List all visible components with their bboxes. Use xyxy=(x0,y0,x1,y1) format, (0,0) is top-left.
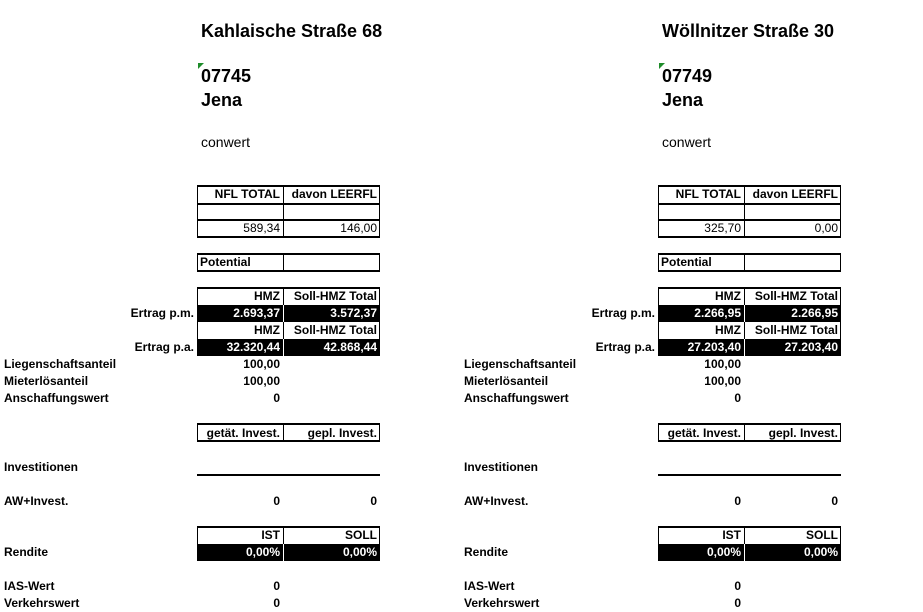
header-soll: SOLL xyxy=(806,528,838,542)
aw-invest-value-2: 0 xyxy=(831,494,838,508)
aw-invest-value-1: 0 xyxy=(273,494,280,508)
property-city: Jena xyxy=(201,90,243,110)
verkehrswert-value: 0 xyxy=(734,596,741,610)
table-border xyxy=(379,322,380,339)
table-border xyxy=(379,424,380,441)
ertrag-pm-soll-value: 2.266,95 xyxy=(791,306,838,320)
ias-wert-label: IAS-Wert xyxy=(464,579,515,593)
table-border xyxy=(197,203,380,205)
table-border xyxy=(840,254,841,271)
aw-invest-label: AW+Invest. xyxy=(4,494,69,508)
header-ist: IST xyxy=(261,528,280,542)
header-davon-leerfl: davon LEERFL xyxy=(752,187,838,201)
ertrag-pm-hmz-value: 2.266,95 xyxy=(694,306,741,320)
liegenschaftsanteil-label: Liegenschaftsanteil xyxy=(464,357,577,371)
header-hmz: HMZ xyxy=(254,289,280,303)
mieterloesanteil-value: 100,00 xyxy=(243,374,280,388)
table-border xyxy=(840,527,841,544)
table-border xyxy=(744,254,745,271)
header-soll-hmz-total: Soll-HMZ Total xyxy=(754,289,838,303)
ertrag-pm-label: Ertrag p.m. xyxy=(130,306,194,320)
nfl-total-value: 589,34 xyxy=(243,221,280,235)
liegenschaftsanteil-value: 100,00 xyxy=(243,357,280,371)
header-gepl-invest: gepl. Invest. xyxy=(768,426,838,440)
rendite-soll-value: 0,00% xyxy=(342,545,377,559)
property-street: Kahlaische Straße 68 xyxy=(201,21,383,41)
ertrag-pa-soll-value: 27.203,40 xyxy=(784,340,838,354)
liegenschaftsanteil-value: 100,00 xyxy=(704,357,741,371)
potential-label: Potential xyxy=(200,255,251,269)
property-zip: 07745 xyxy=(201,66,252,86)
aw-invest-label: AW+Invest. xyxy=(464,494,529,508)
header-hmz: HMZ xyxy=(715,323,741,337)
table-border xyxy=(658,270,841,272)
header-soll-hmz-total: Soll-HMZ Total xyxy=(293,289,377,303)
anschaffungswert-label: Anschaffungswert xyxy=(464,391,569,405)
table-border xyxy=(658,236,841,238)
mieterloesanteil-label: Mieterlösanteil xyxy=(464,374,549,388)
property-zip: 07749 xyxy=(662,66,713,86)
header-davon-leerfl: davon LEERFL xyxy=(291,187,377,201)
investitionen-label: Investitionen xyxy=(4,460,79,474)
nfl-total-value: 325,70 xyxy=(704,221,741,235)
ertrag-pm-hmz-value: 2.693,37 xyxy=(233,306,280,320)
header-nfl-total: NFL TOTAL xyxy=(675,187,741,201)
table-border xyxy=(658,440,841,442)
rendite-soll-value: 0,00% xyxy=(803,545,838,559)
ias-wert-value: 0 xyxy=(273,579,280,593)
mieterloesanteil-value: 100,00 xyxy=(704,374,741,388)
table-border xyxy=(840,424,841,441)
rendite-ist-value: 0,00% xyxy=(706,545,741,559)
header-hmz: HMZ xyxy=(254,323,280,337)
ertrag-pm-soll-value: 3.572,37 xyxy=(330,306,377,320)
header-ist: IST xyxy=(722,528,741,542)
property-owner: conwert xyxy=(662,134,712,150)
ertrag-pa-soll-value: 42.868,44 xyxy=(323,340,377,354)
ias-wert-value: 0 xyxy=(734,579,741,593)
mieterloesanteil-label: Mieterlösanteil xyxy=(4,374,89,388)
table-border xyxy=(658,474,841,476)
header-getaet-invest: getät. Invest. xyxy=(206,426,280,440)
ertrag-pa-label: Ertrag p.a. xyxy=(134,340,194,354)
header-soll-hmz-total: Soll-HMZ Total xyxy=(754,323,838,337)
header-gepl-invest: gepl. Invest. xyxy=(307,426,377,440)
verkehrswert-value: 0 xyxy=(273,596,280,610)
ertrag-pa-hmz-value: 32.320,44 xyxy=(226,340,280,354)
anschaffungswert-label: Anschaffungswert xyxy=(4,391,109,405)
ertrag-pm-label: Ertrag p.m. xyxy=(591,306,655,320)
table-border xyxy=(197,440,380,442)
verkehrswert-label: Verkehrswert xyxy=(464,596,540,610)
ias-wert-label: IAS-Wert xyxy=(4,579,55,593)
potential-label: Potential xyxy=(661,255,712,269)
table-border xyxy=(840,186,841,238)
liegenschaftsanteil-label: Liegenschaftsanteil xyxy=(4,357,117,371)
table-border xyxy=(658,254,659,271)
table-border xyxy=(197,236,380,238)
anschaffungswert-value: 0 xyxy=(273,391,280,405)
rendite-label: Rendite xyxy=(464,545,509,559)
aw-invest-value-1: 0 xyxy=(734,494,741,508)
header-getaet-invest: getät. Invest. xyxy=(667,426,741,440)
table-border xyxy=(197,474,380,476)
investitionen-label: Investitionen xyxy=(464,460,539,474)
table-border xyxy=(379,254,380,271)
table-border xyxy=(379,186,380,238)
header-soll: SOLL xyxy=(345,528,377,542)
ertrag-pa-hmz-value: 27.203,40 xyxy=(687,340,741,354)
header-nfl-total: NFL TOTAL xyxy=(214,187,280,201)
ertrag-pa-label: Ertrag p.a. xyxy=(595,340,655,354)
anschaffungswert-value: 0 xyxy=(734,391,741,405)
leerfl-value: 0,00 xyxy=(814,221,838,235)
table-border xyxy=(197,254,198,271)
property-street: Wöllnitzer Straße 30 xyxy=(662,21,835,41)
rendite-ist-value: 0,00% xyxy=(245,545,280,559)
property-owner: conwert xyxy=(201,134,251,150)
table-border xyxy=(840,322,841,339)
header-hmz: HMZ xyxy=(715,289,741,303)
aw-invest-value-2: 0 xyxy=(370,494,377,508)
table-border xyxy=(379,527,380,544)
leerfl-value: 146,00 xyxy=(340,221,377,235)
header-soll-hmz-total: Soll-HMZ Total xyxy=(293,323,377,337)
table-border xyxy=(197,270,380,272)
table-border xyxy=(283,254,284,271)
property-city: Jena xyxy=(662,90,704,110)
verkehrswert-label: Verkehrswert xyxy=(4,596,80,610)
rendite-label: Rendite xyxy=(4,545,49,559)
table-border xyxy=(840,288,841,305)
table-border xyxy=(658,203,841,205)
table-border xyxy=(379,288,380,305)
